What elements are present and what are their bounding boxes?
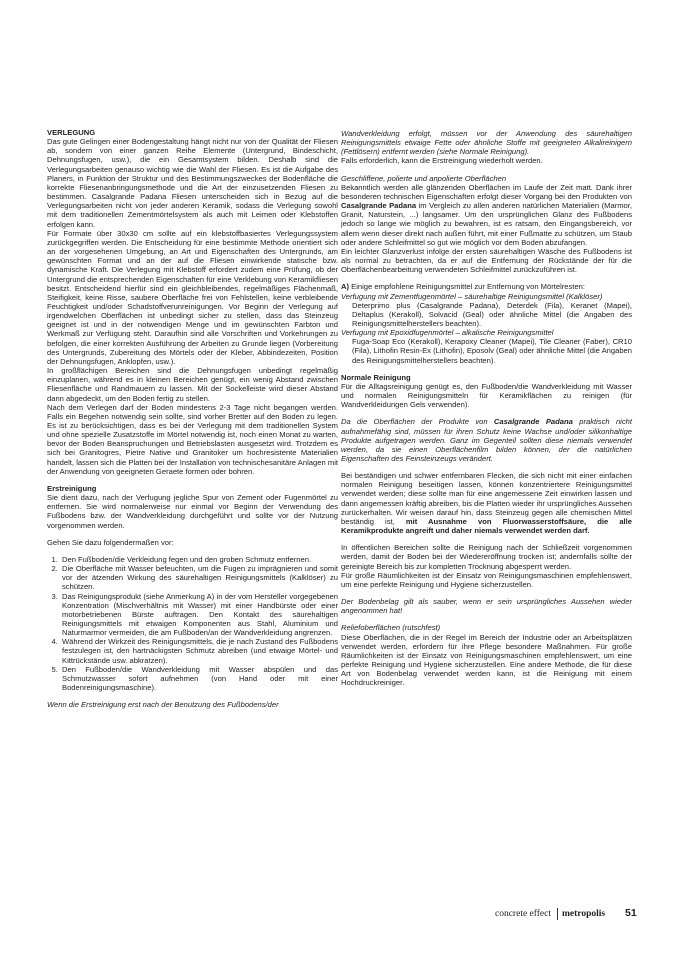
paragraph: Sie dient dazu, nach der Verfugung jegliche Spur von Zement oder Fugenmörtel zu entfernen. Sie wird normalerweise nur einmal vor Beginn der Verwendung des Fußbodens bzw. der Wandverkleidung durchgeführt und sollte vor der Nutzung vorgenommen werden. [47,493,338,530]
list-item: 2. Die Oberfläche mit Wasser befeuchten, um die Fugen zu imprägnieren und somit vor der ätzenden Wirkung des säurehaltigen Reinigungsmittels (Kalklöser) zu schützen. [60,564,338,591]
brand-name: Casalgrande Padana [341,201,417,211]
paragraph: Das gute Gelingen einer Bodengestaltung hängt nicht nur von der Qualität der Fliesen ab, sondern von einer ganzen Reihe Elemente (Untergrund, Bindeschicht, Dehnungsfugen, usw.), die ein Gesamtsystem bilden. Deshalb sind die Verlegungsarbeiten genauso wichtig wie die Wahl der Fliesen. Es ist die Aufgabe des Planers, in Funktion der Struktur und des Bestimmungszweckes der Bodenfläche die korrekte Fliesenanbringungsmethode und die Art der einzusetzenden Fliesen zu bestimmen. Casalgrande Padana Fliesen unterscheiden sich in Bezug auf die Verlegungsarbeiten nicht von jeder anderen Keramik, sodass die Verlegung sowohl mit dem traditionellen Zementmörtelsystem als auch mit Leimen oder Klebstoffen erfolgen kann. [47,137,338,229]
subheading-geschliffene: Geschliffene, polierte und anpolierte Oberflächen [341,173,507,183]
paragraph: Bei beständigen und schwer entfernbaren Flecken, die sich nicht mit einer einfachen normalen Reinigung beseitigen lassen, können konzentriertere Reinigungsmittel verwendet werden; diese sollte man für eine angemessene Zeit einwirken lassen und dann angemessen kräftig abreiben, bis die Platten wieder ihr ursprüngliches Aussehen zurückerhalten. Wir weisen darauf hin, dass Steinzeug gegen alle chemischen Mittel beständig ist, mit Ausnahme von Fluorwasserstoffsäure, die alle Keramikprodukte angreift und daher niemals verwendet werden darf. [341,471,632,536]
paragraph: Nach dem Verlegen darf der Boden mindestens 2-3 Tage nicht begangen werden. Falls ein Begehen notwendig sein sollte, sind vorher Bretter auf den Boden zu legen. Es ist zu berücksichtigen, dass es bei der Verlegung mit dem traditionellen System und ohne spezielle Zusatzstoffe im Mörtel notwendig ist, noch einen Monat zu warten, bevor der Boden Beanspruchungen und Betriebslasten ausgesetzt wird. Trotzdem es sich bei Granitogres, Pietre Native und Granitoker um hochresistente Materialien handelt, lassen sich die Platten bei der Installation von technischesanitäre Anlagen mit der Anwendung von geeigneten Geraete formen oder bohren. [47,402,338,476]
note-a: A) Einige empfohlene Reinigungsmittel zur Entfernung von Mörtelresten: [341,282,585,292]
paragraph: In großflächigen Bereichen sind die Dehnungsfugen unbedingt regelmäßig einzuplanen, während es in kleinen Bereichen genügt, ein wenig Abstand zwischen Fliesenfläche und Randmauern zu lassen. Mit der Sockelleiste wird dieser Abstand dann abgedeckt, um den Boden fertig zu stellen. [47,366,338,403]
paragraph: Für Formate über 30x30 cm sollte auf ein klebstoffbasiertes Verlegungssystem zurückgegriffen werden. Die Entscheidung für eine bestimmte Methode orientiert sich an der vorgesehenen Umgebung, an Art und Eigenschaften des Untergrunds, am gewünschten Format und an der auf die Fliesen einwirkende statische bzw. dynamische Kraft. Die Verlegung mit Klebstoff erfordert zudem eine Prüfung, ob der Untergrund die entsprechenden Eigenschaften für eine Verklebung von Keramikfliesen besitzt. Entscheidend hierfür sind ein gleichbleibendes, regelmäßiges Flächenmaß, Steifigkeit, keine Risse, saubere Oberfläche frei von Fehlstellen, keine verbleibende Feuchtigkeit und/oder Schadstoffverunreinigungen. Vor Beginn der Verlegung auf irgendwelchen Oberflächen ist unbedingt sicher zu stellen, dass das Steinzeug geeignet ist und in der notwendigen Menge und im gewünschten Farbton und Werkmaß zur Verfügung steht. Daraufhin sind alle Vorschriften und Vorkehrungen zu befolgen, die einer korrekten Ausführung der Arbeiten zu Grunde liegen (Vorbereitung des Untergrunds, Zubereitung des Mörtels oder der Kleber, Abbindezeiten, Position der Dehnungsfugen, Anklopfen, usw.). [47,228,338,366]
paragraph: Für große Räumlichkeiten ist der Einsatz von Reinigungsmaschinen empfehlenswert, um eine perfekte Reinigung und Hygiene sicherzustellen. [341,570,632,589]
note-list: Deterprimo plus (Casalgrande Padana), Deterdek (Fila), Keranet (Mapei), Deltaplus (Kerakoll), Solvacid (Geal) oder ähnliche Mittel (die Angaben des Reinigungsmittelherstellers beachten). [352,300,632,328]
list-item: 5. Den Fußboden/die Wandverkleidung mit Wasser abspülen und das Schmutzwasser sofort aufnehmen (von Hand oder mit einer Bodenreinigungsmaschine). [60,665,338,692]
section-heading-erstreinigung: Erstreinigung [47,483,97,493]
subheading-relief: Reliefoberflächen (rutschfest) [341,623,441,633]
paragraph: Ein leichter Glanzverlust infolge der ersten säurehaltigen Wäsche des Fußbodens ist als normal zu betrachten, da er auf die Entfernung der Rückstände der für die Oberflächenbearbeitung verwendeten Schleifmittel zurückzuführen ist. [341,246,632,275]
right-column [341,129,632,687]
paragraph: Falls erforderlich, kann die Erstreinigung wiederholt werden. [341,156,543,166]
section-heading-verlegung: VERLEGUNG [47,128,96,137]
paragraph: Wandverkleidung erfolgt, müssen vor der Anwendung des säurehaltigen Reinigungsmittels etwaige Fette oder ähnliche Stoffe mit geeigneten Alkalireinigern (Fettlösern) entfernt werden (siehe Normale Reinigung). [341,129,632,157]
page-footer [420,908,640,922]
list-item: 1. Den Fußboden/die Verkleidung fegen und den groben Schmutz entfernen. [60,555,338,564]
page-number: 51 [625,907,637,919]
list-item: 4. Während der Wirkzeit des Reinigungsmittels, die je nach Zustand des Fußbodens festzulegen ist, den hartnäckigsten Schmutz abreiben (und etwaige Mörtel- und Kittrückstände usw. abkratzen). [60,637,338,664]
paragraph: Da die Oberflächen der Produkte von Casalgrande Padana praktisch nicht aufnahmefähig sind, müssen für ihren Schutz keine Wachse und/oder silikonhaltige Produkte aufgetragen werden. Ganz im Gegenteil sollten diese niemals verwendet werden, da sie einen Oberflächenfilm bilden können, der die natürlichen Eigenschaften des Feinsteinzeugs verändert. [341,417,633,463]
section-heading-normale-reinigung: Normale Reinigung [341,372,411,382]
brand-name: Casalgrande Padana [493,417,573,427]
note-subheading: Verfugung mit Zementfugenmörtel – säurehaltige Reinigungsmittel (Kalklöser) [341,291,603,301]
note-subheading: Verfugung mit Epoxidfugenmörtel – alkalische Reinigungsmittel [341,328,554,338]
paragraph: Gehen Sie dazu folgendermaßen vor: [47,537,174,547]
footer-brand-concrete-effect: concrete effect [495,909,551,919]
list-item: 3. Das Reinigungsprodukt (siehe Anmerkung A) in der vom Hersteller vorgegebenen Konzentration (Mischverhältnis mit Wasser) mit einer Handbürste oder einer motorbetriebenen Bürste auftragen. Den Kontakt des säurehaltigen Reinigungsmittels mit etwaigen Komponenten aus Stahl, Aluminium und Naturmarmor vermeiden, die am Fußboden/an der Wandverkleidung angrenzen. [60,592,338,638]
paragraph: Wenn die Erstreinigung erst nach der Benutzung des Fußbodens/der [47,700,279,710]
steps-list [47,555,338,692]
left-column [47,128,338,709]
note-list: Fuga-Soap Eco (Kerakoll), Kerapoxy Cleaner (Mapei), Tile Cleaner (Faber), CR10 (Fila), Lithofin Resin-Ex (Lithofin), Eposolv (Geal) oder ähnliche Mittel (die Angaben des Reinigungsmittelherstellers beachten). [352,337,632,365]
note-label: A) [341,282,350,292]
paragraph: Für die Alltagsreinigung genügt es, den Fußboden/die Wandverkleidung mit Wasser und normalen Reinigungsmitteln für Keramikflächen zu reinigen (für Wandverkleidungen Gels verwenden). [341,381,632,410]
paragraph: Der Bodenbelag gilt als sauber, wenn er sein ursprüngliches Aussehen wieder angenommen hat! [341,597,632,616]
footer-divider [557,908,558,920]
paragraph: In öffentlichen Bereichen sollte die Reinigung nach der Schließzeit vorgenommen werden, damit der Boden bei der Wiedereröffnung trocken ist; andernfalls sollte der gereinigte Bereich bis zur kompletten Trocknung abgesperrt werden. [341,543,632,571]
paragraph: Diese Oberflächen, die in der Regel im Bereich der Industrie oder an Arbeitsplätzen verwendet werden, erfordern für ihre Pflege besondere Maßnahmen. Für große Räumlichkeiten ist der Einsatz von Reinigungsmaschinen empfehlenswert, um eine perfekte Reinigung und Hygiene sicherzustellen. Eine andere Methode, die für diese Art von Bodenbelag verwendet werden kann, ist die Reinigung mit einem Hochdruckreiniger. [341,632,632,688]
paragraph: Bekanntlich werden alle glänzenden Oberflächen im Laufe der Zeit matt. Dank ihrer besonderen technischen Eigenschaften erfolgt dieser Vorgang bei den Produkten von Casalgrande Padana im Vergleich zu allen anderen natürlichen Materialien (Marmor, Granit, Naturstein, ...) langsamer. Um den ursprünglichen Glanz des Fußbodens jedoch so lange wie möglich zu bewahren, ist es ratsam, den Eingangsbereich, vor allem wenn dieser direkt nach außen führt, mit einer Fußmatte zu schützen, um Staub oder andere Schleifmittel so gut wie möglich vor dem Boden abzufangen. [341,182,633,247]
warning-text: mit Ausnahme von Fluorwasserstoffsäure, die alle Keramikprodukte angreift und daher niemals verwendet werden darf. [341,516,632,536]
footer-brand-metropolis: metropolis [562,909,606,919]
